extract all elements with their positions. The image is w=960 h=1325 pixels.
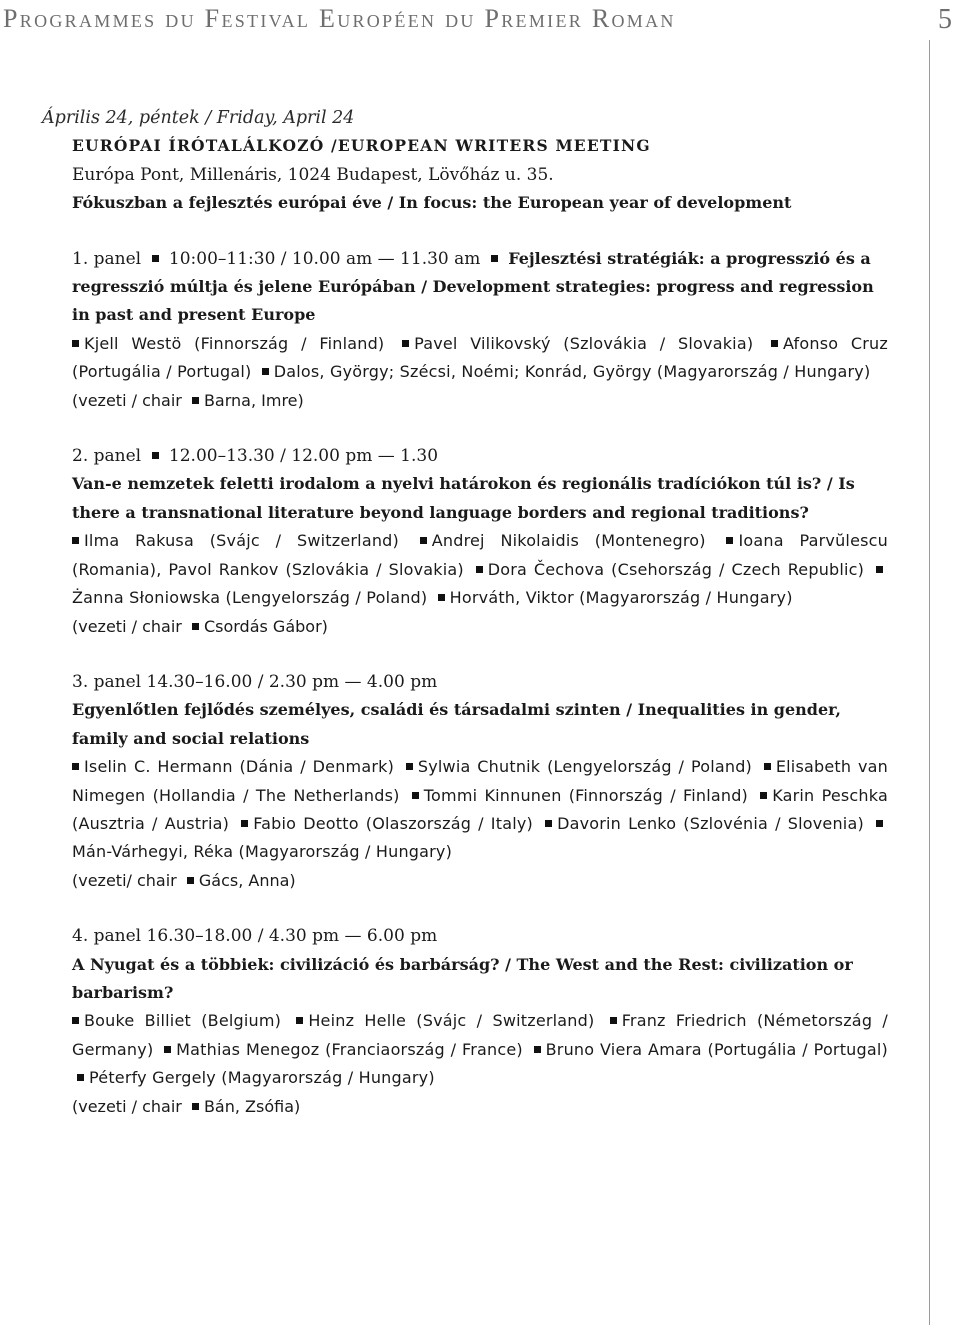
bullet-icon — [164, 1046, 171, 1053]
chair-label: (vezeti / chair — [72, 390, 182, 410]
panel-heading — [72, 245, 888, 330]
participant: Dora Čechova (Csehország / Czech Republic) — [487, 559, 865, 579]
bullet-icon — [72, 1017, 79, 1024]
bullet-icon — [610, 1017, 617, 1024]
participant: Pavel Vilikovský (Szlovákia / Slovakia) — [414, 333, 754, 353]
participant-list — [72, 330, 888, 387]
panel-title: Fejlesztési stratégiák: a progresszió és a regresszió múltja és jelene Európában / Development strategies: progress and regression in past and present Europe — [72, 248, 874, 325]
participant: Tommi Kinnunen (Finnország / Finland) — [423, 785, 748, 805]
bullet-icon — [876, 820, 883, 827]
participant: Elisabeth van Nimegen (Hollandia / The Netherlands) — [72, 757, 889, 805]
participant: Davorin Lenko (Szlovénia / Slovenia) — [557, 813, 864, 833]
participant: Mán-Várhegyi, Réka (Magyarország / Hungary) — [72, 842, 453, 862]
panel-2 — [72, 442, 888, 641]
event-focus: Fókuszban a fejlesztés európai éve / In focus: the European year of development — [72, 193, 792, 213]
margin-rule — [929, 40, 930, 1325]
participant: Afonso Cruz (Portugália / Portugal) — [72, 333, 888, 382]
bullet-icon — [262, 368, 269, 375]
bullet-icon — [192, 623, 199, 630]
participant: Żanna Słoniowska (Lengyelország / Poland) — [72, 588, 428, 608]
participant: Bruno Viera Amara (Portugália / Portugal) — [545, 1039, 888, 1059]
participant: Péterfy Gergely (Magyarország / Hungary) — [89, 1068, 435, 1088]
panel-chair — [72, 387, 888, 415]
bullet-icon — [241, 820, 248, 827]
panel-title: Egyenlőtlen fejlődés személyes, családi és társadalmi szinten / Inequalities in gender, family and social relations — [72, 700, 841, 748]
bullet-icon — [72, 763, 79, 770]
participant-list — [72, 1007, 888, 1092]
panel-time: 16.30–18.00 / 4.30 pm — 6.00 pm — [146, 926, 438, 947]
participant-list — [72, 753, 888, 867]
bullet-icon — [406, 763, 413, 770]
bullet-icon — [726, 537, 733, 544]
participant: Karin Peschka (Ausztria / Austria) — [72, 785, 888, 833]
chair-name: Gács, Anna) — [198, 870, 296, 890]
bullet-icon — [296, 1017, 303, 1024]
bullet-icon — [152, 452, 159, 459]
participant: Kjell Westö (Finnország / Finland) — [84, 333, 385, 353]
bullet-icon — [476, 566, 483, 573]
panel-heading — [72, 442, 888, 470]
bullet-icon — [412, 792, 419, 799]
participant: Sylwia Chutnik (Lengyelország / Poland) — [417, 757, 753, 777]
panel-heading — [72, 668, 888, 696]
panel-label: 1. panel — [72, 248, 142, 269]
participant: Mathias Menegoz (Franciaország / France) — [176, 1039, 523, 1059]
participant: Andrej Nikolaidis (Montenegro) — [431, 531, 706, 551]
day-date: Április 24, péntek / Friday, April 24 — [42, 108, 355, 128]
bullet-icon — [192, 397, 199, 404]
panel-title: Van-e nemzetek feletti irodalom a nyelvi határokon és regionális tradíciókon túl is? / Is there a transnational literature beyond language borders and regional traditions? — [72, 474, 855, 522]
participant: Heinz Helle (Svájc / Switzerland) — [308, 1011, 595, 1031]
bullet-icon — [534, 1046, 541, 1053]
panel-4 — [72, 922, 888, 1121]
bullet-icon — [72, 537, 79, 544]
panel-1 — [72, 245, 888, 415]
panel-time: 12.00–13.30 / 12.00 pm — 1.30 — [168, 446, 439, 467]
bullet-icon — [402, 340, 409, 347]
chair-label: (vezeti / chair — [72, 1096, 182, 1116]
panel-title: A Nyugat és a többiek: civilizáció és barbárság? / The West and the Rest: civilization or barbarism? — [72, 954, 853, 1002]
participant: Ilma Rakusa (Svájc / Switzerland) — [84, 531, 399, 551]
panel-time: 10:00–11:30 / 10.00 am — 11.30 am — [168, 248, 481, 269]
participant: Fabio Deotto (Olaszország / Italy) — [253, 813, 533, 833]
event-venue: Európa Pont, Millenáris, 1024 Budapest, Lövőház u. 35. — [72, 164, 554, 185]
panel-chair — [72, 1093, 888, 1121]
chair-name: Bán, Zsófia) — [203, 1096, 301, 1116]
bullet-icon — [545, 820, 552, 827]
panel-chair — [72, 867, 888, 895]
participant-list — [72, 527, 888, 612]
panel-chair — [72, 613, 888, 641]
chair-label: (vezeti / chair — [72, 616, 182, 636]
running-header: Programmes du Festival Européen du Premier Roman — [3, 4, 676, 33]
bullet-icon — [438, 594, 445, 601]
bullet-icon — [491, 255, 498, 262]
participant: Ioana Parvŭlescu (Romania), Pavol Rankov (Szlovákia / Slovakia) — [72, 531, 888, 579]
panel-label: 3. panel — [72, 671, 142, 692]
participant: Iselin C. Hermann (Dánia / Denmark) — [84, 757, 395, 777]
panel-label: 2. panel — [72, 446, 142, 467]
chair-name: Barna, Imre) — [203, 390, 304, 410]
panel-3 — [72, 668, 888, 895]
bullet-icon — [192, 1103, 199, 1110]
page-number: 5 — [938, 4, 952, 35]
event-title: EURÓPAI ÍRÓTALÁLKOZÓ /EUROPEAN WRITERS MEETING — [72, 136, 651, 156]
panel-time: 14.30–16.00 / 2.30 pm — 4.00 pm — [146, 671, 438, 692]
panel-label: 4. panel — [72, 926, 142, 947]
bullet-icon — [187, 877, 194, 884]
bullet-icon — [77, 1074, 84, 1081]
chair-label: (vezeti/ chair — [72, 870, 177, 890]
bullet-icon — [876, 566, 883, 573]
program-content — [42, 104, 889, 1121]
bullet-icon — [760, 792, 767, 799]
bullet-icon — [420, 537, 427, 544]
participant: Franz Friedrich (Németország / Germany) — [72, 1011, 888, 1059]
bullet-icon — [764, 763, 771, 770]
panel-heading — [72, 922, 888, 950]
bullet-icon — [771, 340, 778, 347]
participant: Horváth, Viktor (Magyarország / Hungary) — [449, 588, 793, 608]
participant: Bouke Billiet (Belgium) — [84, 1011, 282, 1031]
chair-name: Csordás Gábor) — [203, 616, 328, 636]
participant: Dalos, György; Szécsi, Noémi; Konrád, György (Magyarország / Hungary) — [273, 362, 871, 382]
bullet-icon — [152, 255, 159, 262]
bullet-icon — [72, 340, 79, 347]
